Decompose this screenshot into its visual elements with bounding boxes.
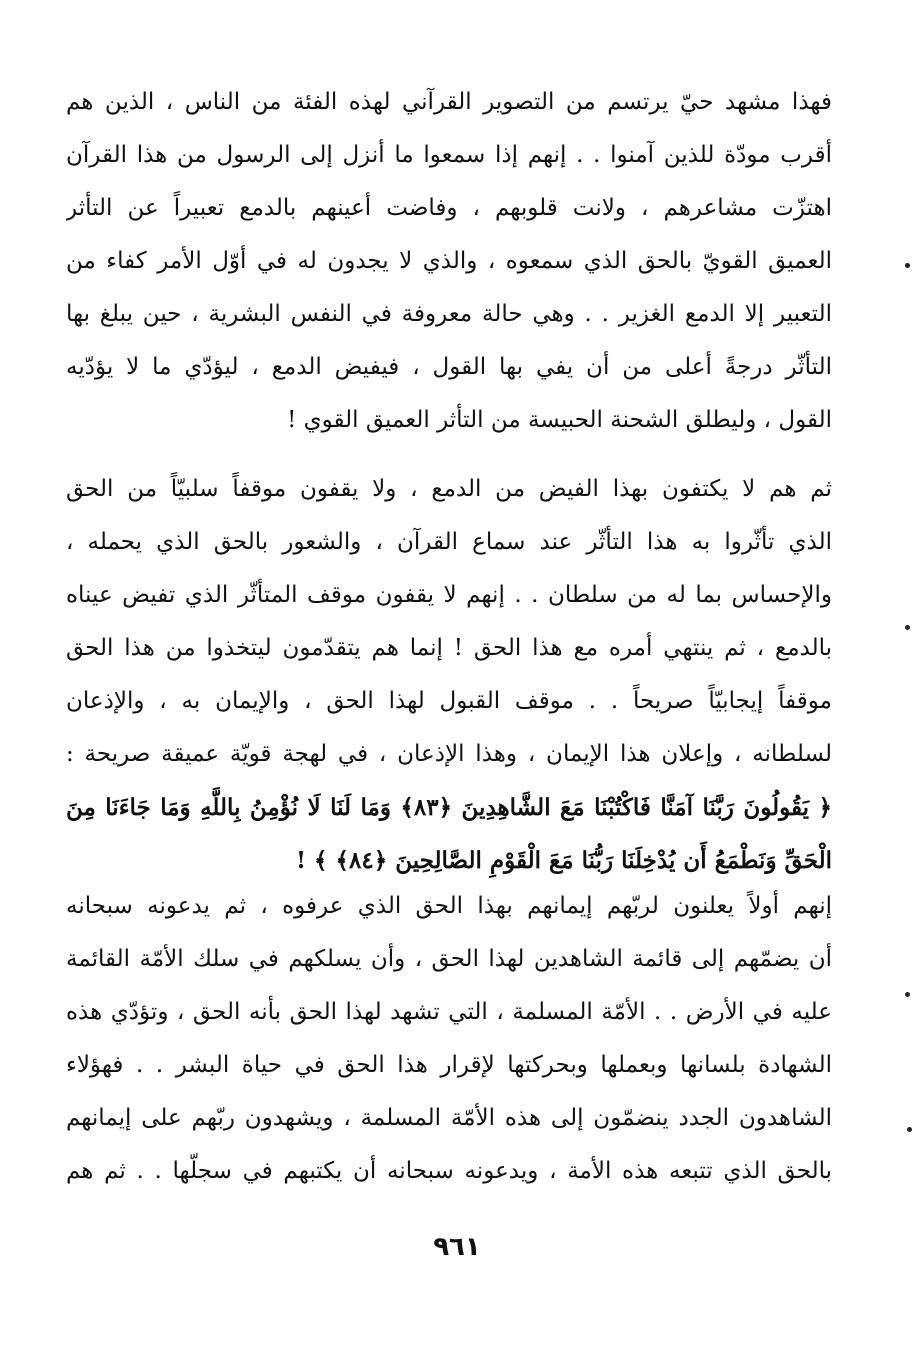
text-line: فهذا مشهد حيّ يرتسم من التصوير القرآني لهذه الفئة من الناس ، الذين هم: [66, 89, 832, 115]
text-line: القول ، وليطلق الشحنة الحبيسة من التأثر العميق القوي !: [287, 407, 832, 433]
text-line: الذي تأثّروا به هذا التأثّر عند سماع القرآن ، والشعور بالحق الذي يحمله ،: [66, 529, 832, 555]
text-line: الشاهدون الجدد ينضمّون إلى هذه الأمّة المسلمة ، ويشهدون ربّهم على إيمانهم: [66, 1105, 832, 1131]
text-line: أقرب مودّة للذين آمنوا . . إنهم إذا سمعوا ما أنزل إلى الرسول من هذا القرآن: [66, 142, 832, 168]
paragraph-3: [66, 880, 832, 1198]
text-line: بالدمع ، ثم ينتهي أمره مع هذا الحق ! إنما هم يتقدّمون ليتخذوا من هذا الحق: [66, 635, 832, 661]
text-line: لسلطانه ، وإعلان هذا الإيمان ، وهذا الإذعان ، في لهجة قويّة عميقة صريحة :: [66, 741, 832, 767]
text-line: العميق القويّ بالحق الذي سمعوه ، والذي لا يجدون له في أوّل الأمر كفاء من: [66, 248, 832, 274]
margin-dot-mark: [905, 263, 910, 268]
text-line: موقفاً إيجابيّاً صريحاً . . موقف القبول لهذا الحق ، والإيمان به ، والإذعان: [66, 688, 832, 714]
text-line: عليه في الأرض . . الأمّة المسلمة ، التي تشهد لهذا الحق بأنه الحق ، وتؤدّي هذه: [66, 999, 832, 1025]
quran-verse-line: الْحَقِّ وَنَطْمَعُ أَن يُدْخِلَنَا رَبُّنَا مَعَ الْقَوْمِ الصَّالِحِينَ ﴿٨٤﴾ ﴾ !: [295, 847, 832, 874]
paragraph-1: [66, 76, 832, 447]
text-line: التأثّر درجةً أعلى من أن يفي بها القول ، فيفيض الدمع ، ليؤدّي ما لا يؤدّيه: [66, 354, 832, 380]
margin-dot-mark: [905, 992, 910, 997]
text-line: اهتزّت مشاعرهم ، ولانت قلوبهم ، وفاضت أعينهم بالدمع تعبيراً عن التأثر: [66, 195, 832, 221]
page-number: ٩٦١: [433, 1232, 481, 1262]
text-line: بالحق الذي تتبعه هذه الأمة ، ويدعونه سبحانه أن يكتبهم في سجلّها . . ثم هم: [66, 1158, 832, 1184]
paragraph-2: [66, 463, 832, 887]
text-line: والإحساس بما له من سلطان . . إنهم لا يقفون موقف المتأثّر الذي تفيض عيناه: [66, 582, 832, 608]
text-line: أن يضمّهم إلى قائمة الشاهدين لهذا الحق ، وأن يسلكهم في سلك الأمّة القائمة: [66, 946, 832, 972]
quran-verse-line: ﴿ يَقُولُونَ رَبَّنَا آمَنَّا فَاكْتُبْنَا مَعَ الشَّاهِدِينَ ﴿٨٣﴾ وَمَا لَنَا لَا نُؤْمِنُ بِاللَّهِ وَمَا جَاءَنَا مِنَ: [66, 794, 832, 821]
margin-dot-mark: [907, 1127, 912, 1132]
text-line: ثم هم لا يكتفون بهذا الفيض من الدمع ، ولا يقفون موقفاً سلبيّاً من الحق: [66, 476, 832, 502]
text-line: الشهادة بلسانها وبعملها وبحركتها لإقرار هذا الحق في حياة البشر . . فهؤلاء: [66, 1052, 832, 1078]
text-line: التعبير إلا الدمع الغزير . . وهي حالة معروفة في النفس البشرية ، حين يبلغ بها: [66, 301, 832, 327]
margin-dot-mark: [905, 625, 910, 630]
text-line: إنهم أولاً يعلنون لربّهم إيمانهم بهذا الحق الذي عرفوه ، ثم يدعونه سبحانه: [66, 893, 832, 919]
